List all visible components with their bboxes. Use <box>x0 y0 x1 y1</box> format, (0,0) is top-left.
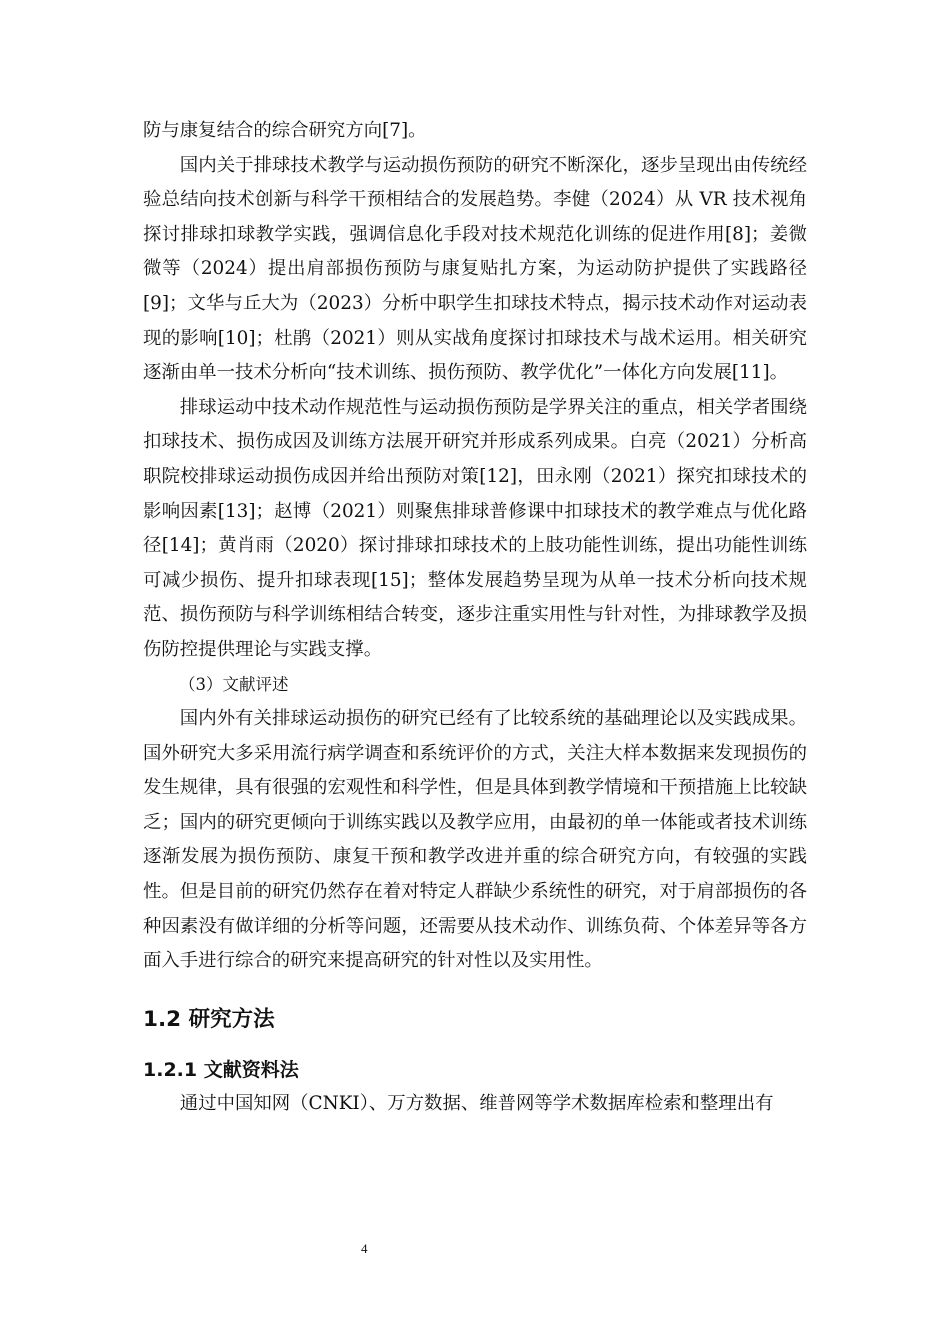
paragraph-domestic-research: 国内关于排球技术教学与运动损伤预防的研究不断深化，逐步呈现出由传统经验总结向技术创新与科学干预相结合的发展趋势。李健（2024）从 VR 技术视角探讨排球扣球教学实践，强调信息化手段对技术规范化训练的促进作用[8]；姜微微等（2024）提出肩部损伤预防与康复贴扎方案，为运动防护提供了实践路径[9]；文华与丘大为（2023）分析中职学生扣球技术特点，揭示技术动作对运动表现的影响[10]；杜鹃（2021）则从实战角度探讨扣球技术与战术运用。相关研究逐渐由单一技术分析向“技术训练、损伤预防、教学优化”一体化方向发展[11]。 <box>143 154 807 384</box>
paragraph-method: 通过中国知网（CNKI）、万方数据、维普网等学术数据库检索和整理出有 <box>179 1092 774 1114</box>
paragraph-literature-review: 国内外有关排球运动损伤的研究已经有了比较系统的基础理论以及实践成果。国外研究大多采用流行病学调查和系统评价的方式，关注大样本数据来发现损伤的发生规律，具有很强的宏观性和科学性，但是具体到教学情境和干预措施上比较缺乏；国内的研究更倾向于训练实践以及教学应用，由最初的单一体能或者技术训练逐渐发展为损伤预防、康复干预和教学改进并重的综合研究方向，有较强的实践性。但是目前的研究仍然存在着对特定人群缺少系统性的研究，对于肩部损伤的各种因素没有做详细的分析等问题，还需要从技术动作、训练负荷、个体差异等各方面入手进行综合的研究来提高研究的针对性以及实用性。 <box>143 708 807 972</box>
page-body <box>143 114 807 1121</box>
paragraph-technique-injury: 排球运动中技术动作规范性与运动损伤预防是学界关注的重点，相关学者围绕扣球技术、损伤成因及训练方法展开研究并形成系列成果。白亮（2021）分析高职院校排球运动损伤成因并给出预防对策[12]，田永刚（2021）探究扣球技术的影响因素[13]；赵博（2021）则聚焦排球普修课中扣球技术的教学难点与优化路径[14]；黄肖雨（2020）探讨排球扣球技术的上肢功能性训练，提出功能性训练可减少损伤、提升扣球表现[15]；整体发展趋势呈现为从单一技术分析向技术规范、损伤预防与科学训练相结合转变，逐步注重实用性与针对性，为排球教学及损伤防控提供理论与实践支撑。 <box>143 396 807 660</box>
paragraph-continuation: 防与康复结合的综合研究方向[7]。 <box>143 120 427 141</box>
literature-review-heading: （3）文献评述 <box>179 674 289 694</box>
section-heading: 1.2 研究方法 <box>143 1006 275 1032</box>
page-number: 4 <box>361 1241 368 1256</box>
subsection-heading: 1.2.1 文献资料法 <box>143 1058 299 1081</box>
